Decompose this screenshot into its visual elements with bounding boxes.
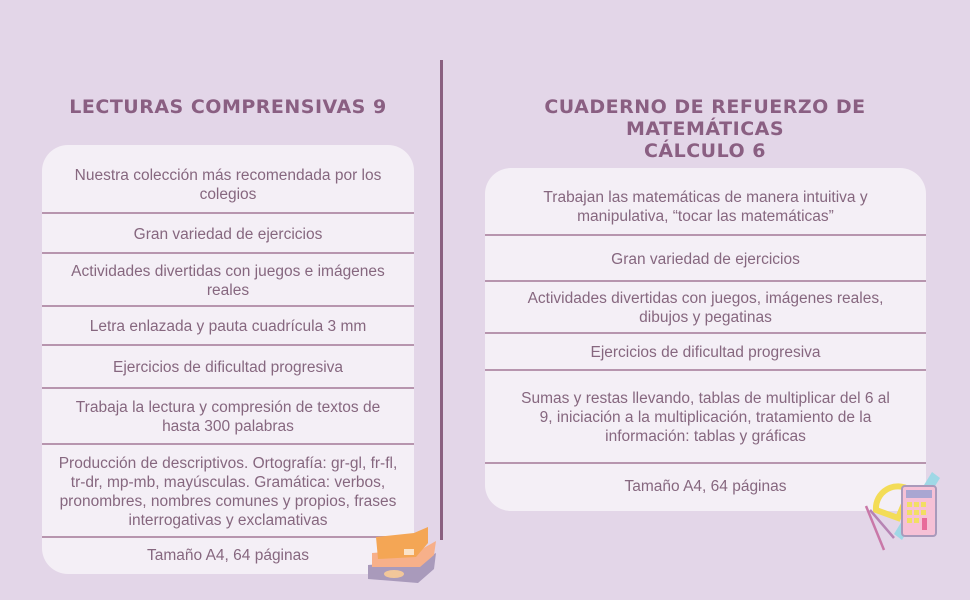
right-title-line2: CÁLCULO 6 [643,140,767,162]
list-item: Tamaño A4, 64 páginas [146,546,309,564]
list-item: Actividades divertidas con juegos e imágenes reales [42,256,414,307]
list-item: Gran variedad de ejercicios [42,216,414,254]
right-title-line1: CUADERNO DE REFUERZO DE MATEMÁTICAS [544,96,866,140]
list-item: Nuestra colección más recomendada por los colegios [42,145,414,214]
list-item: Trabaja la lectura y compresión de textos de hasta 300 palabras [42,391,414,445]
list-item: Gran variedad de ejercicios [485,238,926,282]
list-item: Ejercicios de dificultad progresiva [485,336,926,371]
list-item: Trabajan las matemáticas de manera intuitiva y manipulativa, “tocar las matemáticas” [485,168,926,236]
books-stack-icon [364,525,440,587]
math-tools-icon [862,470,944,554]
right-feature-card [485,168,926,511]
list-item: Tamaño A4, 64 páginas [624,477,787,495]
list-item: Ejercicios de dificultad progresiva [42,348,414,389]
list-item: Producción de descriptivos. Ortografía: gr-gl, fr-fl, tr-dr, mp-mb, mayúsculas. Gramática: verbos, pronombres, nombres comunes y propios, frases interrogativas y exclamativas [42,447,414,538]
list-item: Actividades divertidas con juegos, imágenes reales, dibujos y pegatinas [485,284,926,334]
right-title [470,96,940,162]
divider-line [440,60,443,540]
list-item: Letra enlazada y pauta cuadrícula 3 mm [42,309,414,346]
left-title: LECTURAS COMPRENSIVAS 9 [69,96,387,118]
list-item: Sumas y restas llevando, tablas de multiplicar del 6 al 9, iniciación a la multiplicación, tratamiento de la información: tablas y gráficas [485,373,926,464]
left-feature-card [42,145,414,574]
